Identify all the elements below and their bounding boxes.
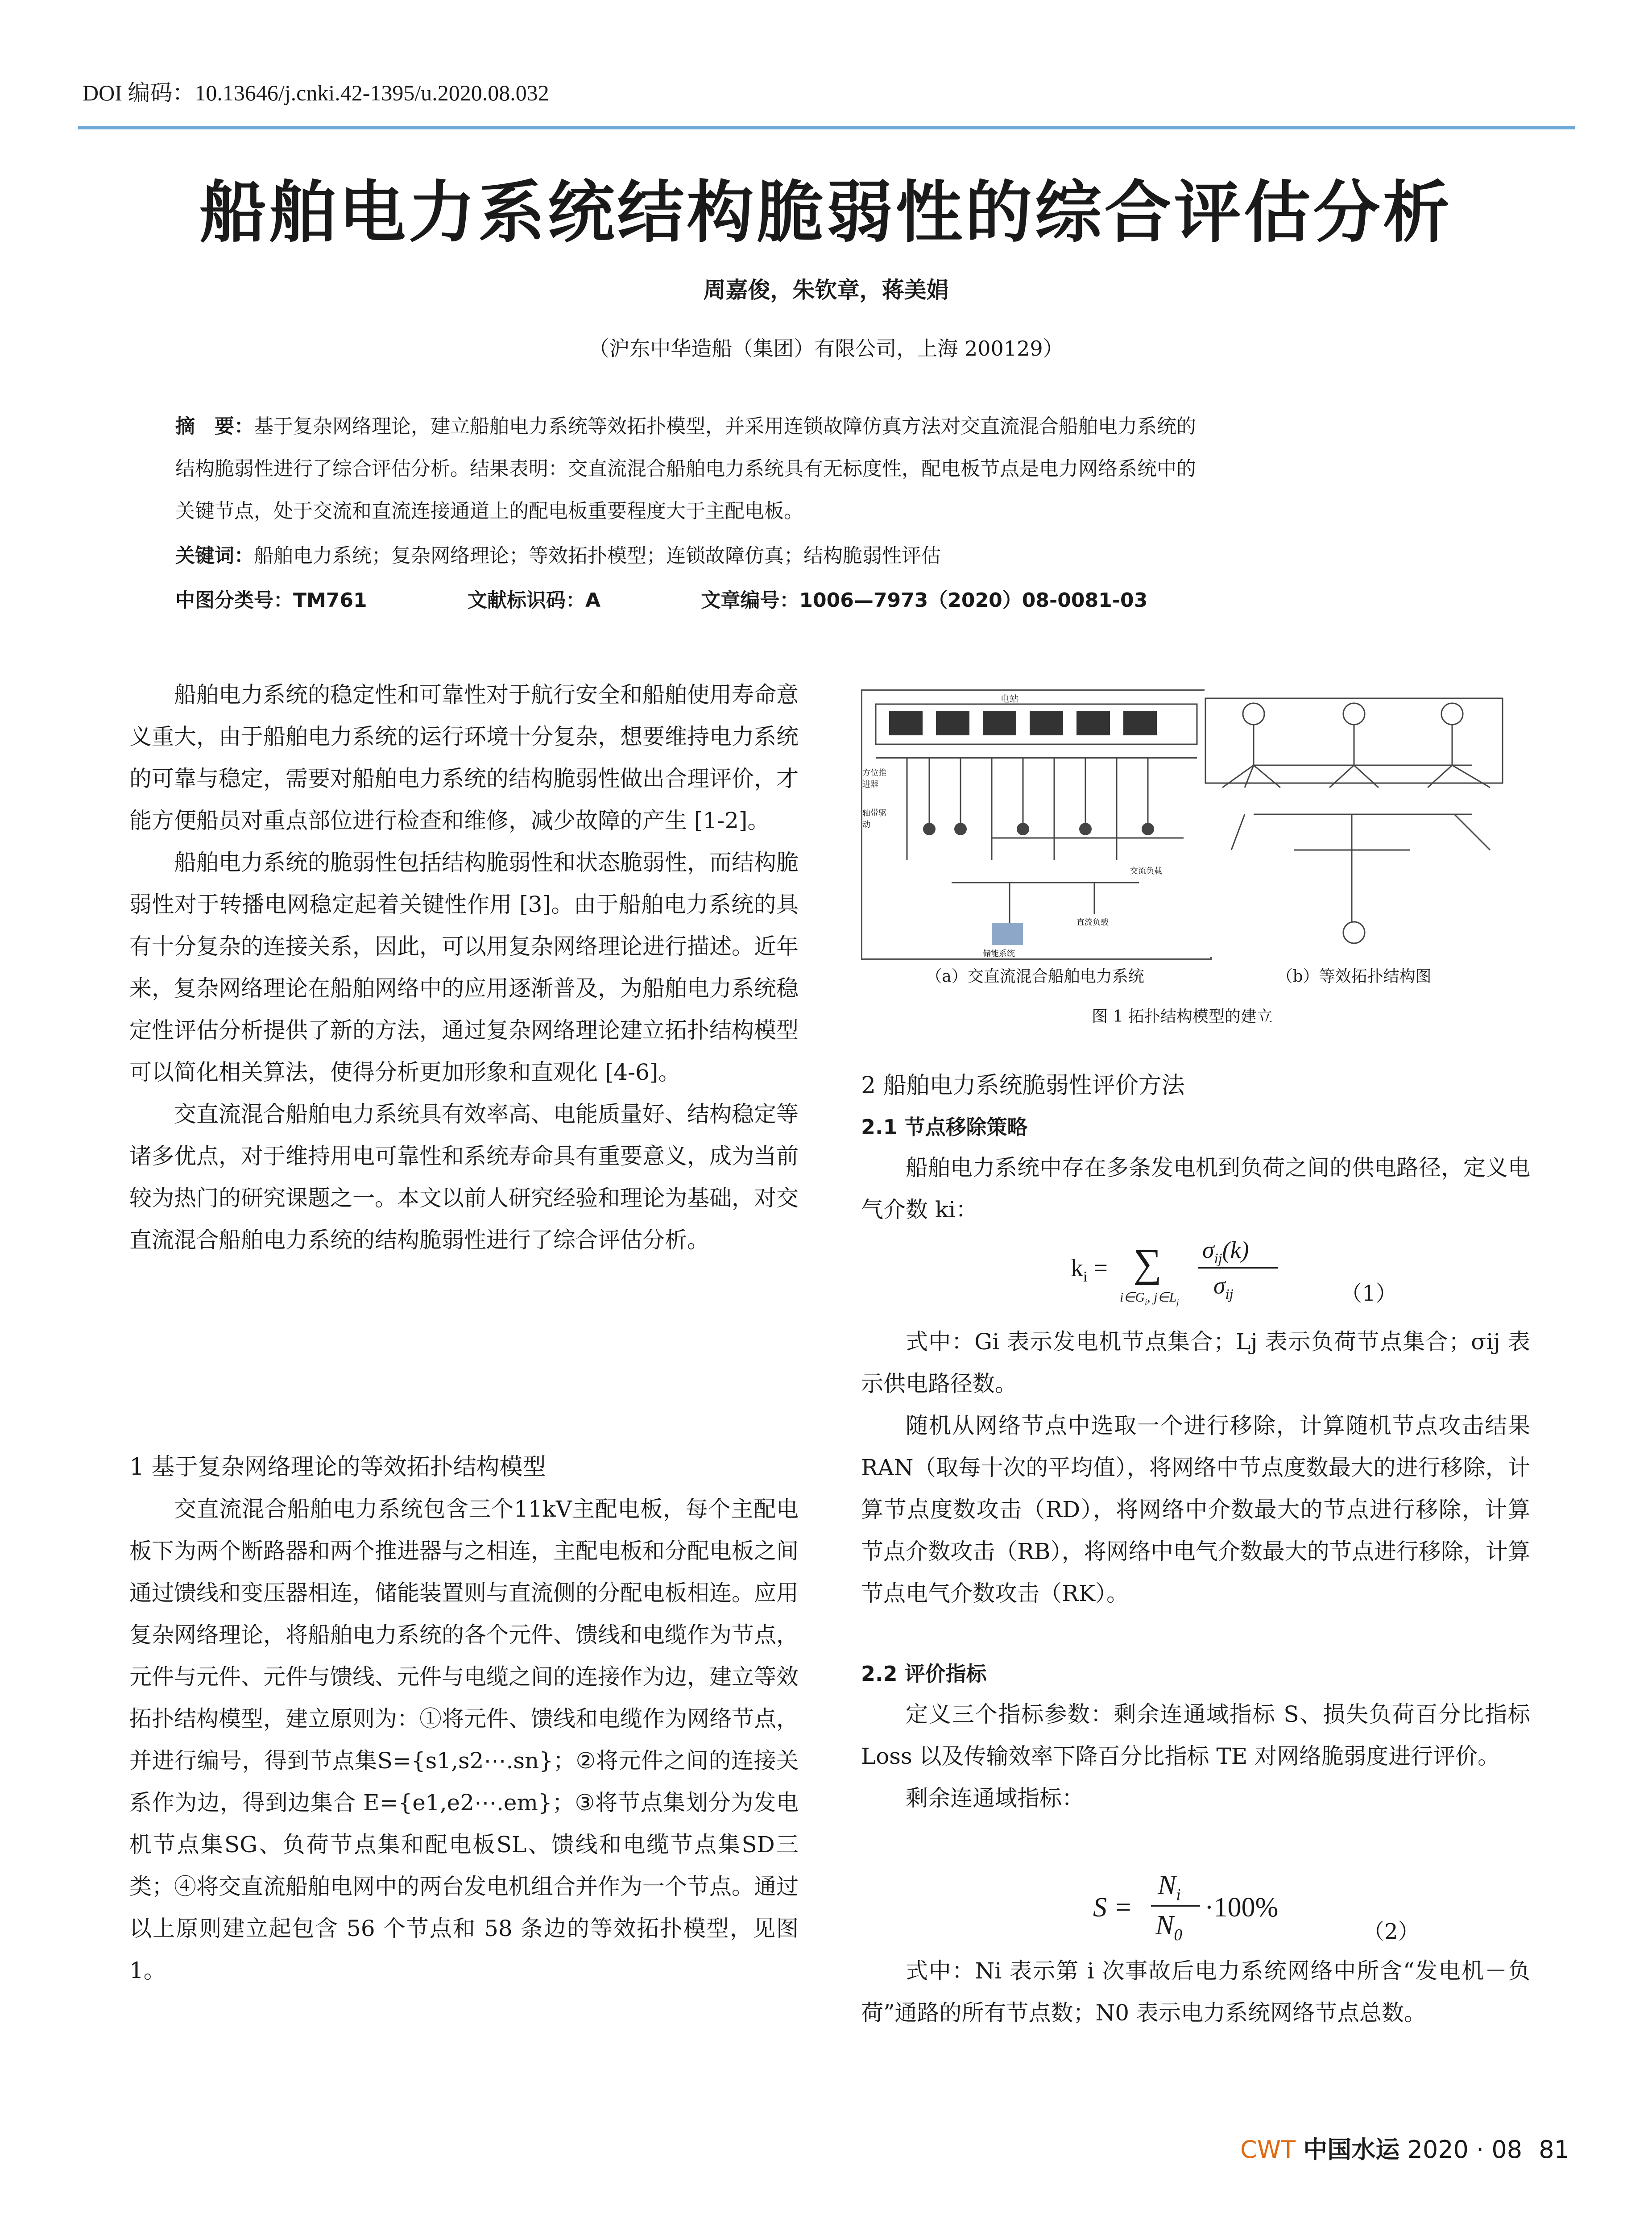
page-number: 81 — [1539, 2136, 1569, 2164]
subsection-2-1-title: 2.1 节点移除策略 — [861, 1115, 1028, 1139]
figure-1a-label-dc-load: 直流负载 — [1076, 918, 1109, 927]
section-1-body: 交直流混合船舶电力系统包含三个11kV主配电板，每个主配电板下为两个断路器和两个推进器与之相连，主配电板和分配电板之间通过馈线和变压器相连，储能装置则与直流侧的分配电板相连。应用复杂网络理论，将船舶电力系统的各个元件、馈线和电缆作为节点，元件与元件、元件与馈线、元件与电缆之间的连接作为边，建立等效拓扑结构模型，建立原则为：①将元件、馈线和电缆作为网络节点，并进行编号，得到节点集S={s1,s2⋯.sn}；②将元件之间的连接关系作为边，得到边集合 E={e1,e2⋯.em}；③将节点集划分为发电机节点集SG、负荷节点集和配电板SL、馈线和电缆节点集SD三类；④将交直流船舶电网中的两台发电机组合并作为一个节点。通过以上原则建立起包含 56 个节点和 58 条边的等效拓扑模型，见图 1。 — [129, 1496, 799, 1983]
section-1-title: 1 基于复杂网络理论的等效拓扑结构模型 — [129, 1454, 546, 1480]
footer-journal: 中国水运 — [1303, 2136, 1400, 2164]
figure-1b-diagram — [1205, 689, 1503, 957]
section-2-title: 2 船舶电力系统脆弱性评价方法 — [861, 1072, 1185, 1099]
figure-1a-label-thruster: 方位推进器 — [862, 768, 886, 789]
affiliation: （沪东中华造船（集团）有限公司，上海 200129） — [588, 336, 1064, 361]
footer-cwt: CWT — [1240, 2136, 1296, 2164]
left-column-intro: 船舶电力系统的稳定性和可靠性对于航行安全和船舶使用寿命意义重大，由于船舶电力系统的运行环境十分复杂，想要维持电力系统的可靠与稳定，需要对船舶电力系统的结构脆弱性做出合理评价，才能方便船员对重点部位进行检查和维修，减少故障的产生 [1-2]。 船舶电力系统的脆弱性包括结构脆弱性和状态脆弱性，而结构脆弱性对于转播电网稳定起着关键性作用 [3]。由于船舶电力系统的具有十分复杂的连接关系，因此，可以用复杂网络理论进行描述。近年来，复杂网络理论在船舶网络中的应用逐渐普及，为船舶电力系统稳定性评估分析提供了新的方法，通过复杂网络理论建立拓扑结构模型可以简化相关算法，使得分析更加形象和直观化 [4-6]。 交直流混合船舶电力系统具有效率高、电能质量好、结构稳定等诸多优点，对于维持用电可靠性和系统寿命具有重要意义，成为当前较为热门的研究课题之一。本文以前人研究经验和理论为基础，对交直流混合船舶电力系统的结构脆弱性进行了综合评估分析。 — [129, 682, 799, 1253]
figure-1a-label-storage: 储能系统 — [983, 949, 1015, 958]
classification: 中图分类号：TM761 文献标识码：A 文章编号：1006—7973（2020）08-0081-03 — [175, 589, 1148, 612]
abstract-line-3: 关键节点，处于交流和直流连接通道上的配电板重要程度大于主配电板。 — [175, 500, 803, 523]
paper-title: 船舶电力系统结构脆弱性的综合评估分析 — [199, 173, 1453, 252]
figure-1a-label-shaft: 轴带驱动 — [862, 809, 886, 829]
subsection-2-1-intro: 船舶电力系统中存在多条发电机到负荷之间的供电路径，定义电气介数 ki： — [861, 1155, 1530, 1223]
equation-1: $k_i$ = ∑ $i\in G_i$, $j\in L_j$ $\sigma_{ij}(k)$ $\sigma_{ij}$ — [1071, 1232, 1383, 1312]
equation-2-number: （2） — [1363, 1919, 1420, 1944]
figure-1b — [1205, 689, 1503, 957]
figure-1b-caption: （b）等效拓扑结构图 — [1276, 967, 1432, 986]
figure-1a — [861, 689, 1212, 960]
doi: DOI 编码：10.13646/j.cnki.42-1395/u.2020.08.032 — [83, 80, 549, 105]
subsection-2-1-body: 式中：Gi 表示发电机节点集合；Lj 表示负荷节点集合；σij 表示供电路径数。 随机从网络节点中选取一个进行移除，计算随机节点攻击结果 RAN（取每十次的平均值），将网络中节点度数最大的进行移除，计算节点度数攻击（RD），将网络中介数最大的节点进行移除，计算节点介数攻击（RB），将网络中电气介数最大的节点进行移除，计算节点电气介数攻击（RK）。 — [861, 1329, 1530, 1606]
figure-1a-caption: （a）交直流混合船舶电力系统 — [926, 967, 1144, 986]
keywords: 关键词：船舶电力系统；复杂网络理论；等效拓扑模型；连锁故障仿真；结构脆弱性评估 — [175, 544, 941, 567]
abstract-label: 摘 要： — [175, 415, 254, 438]
footer-issue: 2020 · 08 — [1407, 2136, 1523, 2164]
abstract-line-1: 摘 要：基于复杂网络理论，建立船舶电力系统等效拓扑模型，并采用连锁故障仿真方法对交直流混合船舶电力系统的 — [175, 415, 1196, 438]
subsection-2-2-definitions: 式中：Ni 表示第 i 次事故后电力系统网络中所含“发电机－负荷”通路的所有节点数；N0 表示电力系统网络节点总数。 — [861, 1958, 1530, 2026]
figure-1-caption: 图 1 拓扑结构模型的建立 — [1092, 1008, 1273, 1026]
equation-2: S = $N_i$ $N_0$ ·100% — [1093, 1870, 1279, 1945]
figure-1a-label-station: 电站 — [1001, 693, 1019, 704]
subsection-2-2-body: 定义三个指标参数：剩余连通域指标 S、损失负荷百分比指标 Loss 以及传输效率下降百分比指标 TE 对网络脆弱度进行评价。 剩余连通域指标： — [861, 1701, 1530, 1811]
abstract-line-2: 结构脆弱性进行了综合评估分析。结果表明：交直流混合船舶电力系统具有无标度性，配电板节点是电力网络系统中的 — [175, 457, 1196, 480]
figure-1a-label-ac-load: 交流负载 — [1130, 867, 1162, 876]
page-footer — [1240, 2131, 1569, 2165]
figure-1a-diagram — [862, 691, 1210, 958]
subsection-2-2-title: 2.2 评价指标 — [861, 1662, 987, 1686]
authors: 周嘉俊，朱钦章，蒋美娟 — [703, 277, 949, 303]
equation-1-number: （1） — [1341, 1281, 1397, 1306]
header-rule — [78, 126, 1575, 129]
